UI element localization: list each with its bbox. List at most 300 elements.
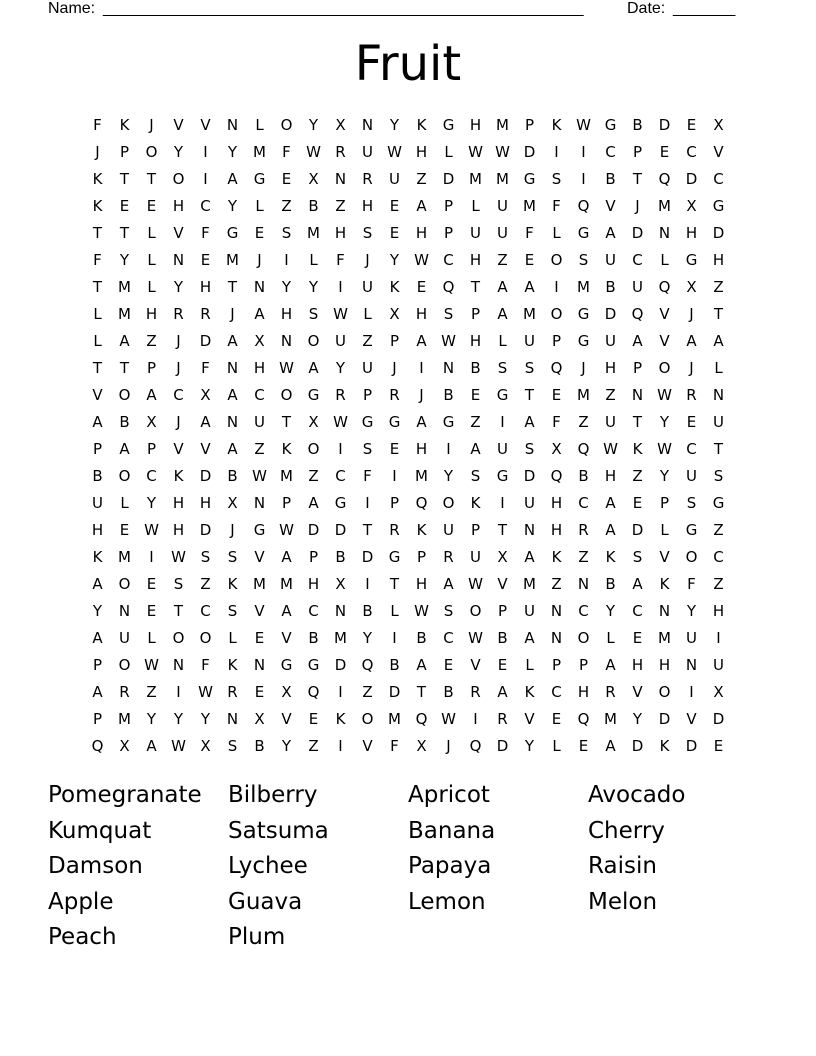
grid-letter: D [631,224,644,242]
grid-letter: C [713,170,724,188]
grid-letter: U [524,602,535,620]
grid-letter: V [281,710,292,728]
grid-row [84,355,732,382]
grid-letter: H [415,224,428,242]
grid-letter: M [118,278,131,296]
grid-letter: Z [416,170,427,188]
grid-letter: X [713,116,724,134]
grid-letter: G [577,332,590,350]
grid-letter: A [632,332,643,350]
grid-letter: X [308,170,319,188]
grid-letter: K [632,440,643,458]
grid-letter: Y [146,494,157,512]
grid-letter: Y [173,143,184,161]
grid-letter: A [254,305,265,323]
grid-letter: Q [658,170,671,188]
grid-letter: S [443,305,454,323]
grid-letter: Y [173,278,184,296]
grid-row [84,571,732,598]
grid-letter: J [419,386,424,404]
word-list-item: Cherry [588,817,665,844]
grid-letter: J [446,737,451,755]
grid-letter: D [307,521,320,539]
grid-letter: M [118,305,131,323]
grid-letter: Q [307,683,320,701]
grid-letter: Z [578,413,589,431]
grid-letter: H [172,197,185,215]
grid-letter: D [334,521,347,539]
grid-letter: Z [470,413,481,431]
grid-letter: D [712,710,725,728]
grid-letter: U [362,143,373,161]
grid-letter: H [550,494,563,512]
grid-letter: X [497,548,508,566]
grid-letter: A [227,332,238,350]
grid-letter: Y [524,737,535,755]
grid-letter: L [228,629,237,647]
grid-letter: G [523,170,536,188]
word-list-item: Lychee [228,853,308,879]
grid-letter: H [712,251,725,269]
grid-letter: Z [578,548,589,566]
grid-letter: D [658,710,671,728]
word-list-item: Apricot [408,782,490,808]
grid-letter: M [118,710,131,728]
grid-letter: V [659,305,670,323]
grid-row [84,274,732,301]
grid-row [84,112,732,139]
word-list-item: Avocado [588,782,686,808]
grid-letter: A [227,170,238,188]
grid-letter: H [685,224,698,242]
grid-letter: M [469,170,482,188]
grid-letter: P [659,494,670,512]
grid-letter: W [252,467,267,485]
grid-letter: S [497,359,508,377]
grid-letter: X [146,413,157,431]
grid-letter: T [92,224,103,242]
grid-letter: Y [227,143,238,161]
grid-letter: W [603,440,618,458]
grid-letter: C [686,143,697,161]
grid-letter: W [306,143,321,161]
grid-letter: A [416,197,427,215]
grid-letter: K [416,521,427,539]
letter-grid [84,112,732,760]
grid-letter: B [308,197,319,215]
grid-letter: B [119,413,130,431]
grid-letter: M [523,575,536,593]
grid-letter: N [550,602,563,620]
grid-letter: E [659,143,670,161]
word-list-item: Papaya [408,853,492,879]
grid-letter: B [362,602,373,620]
grid-row [84,166,732,193]
grid-letter: R [335,386,346,404]
grid-letter: H [415,305,428,323]
grid-letter: E [551,710,562,728]
grid-letter: W [144,521,159,539]
grid-letter: O [442,494,455,512]
grid-letter: I [689,683,694,701]
grid-letter: K [659,575,670,593]
grid-row [84,463,732,490]
grid-row [84,193,732,220]
grid-letter: I [554,278,559,296]
grid-letter: P [308,548,319,566]
grid-letter: B [497,629,508,647]
grid-letter: N [334,602,347,620]
grid-letter: N [280,332,293,350]
grid-letter: J [365,251,370,269]
page-title: Fruit [354,36,462,92]
grid-letter: X [551,440,562,458]
grid-letter: F [390,737,399,755]
grid-letter: E [443,656,454,674]
grid-letter: F [363,467,372,485]
grid-letter: J [95,143,100,161]
grid-letter: I [338,278,343,296]
grid-letter: P [119,143,130,161]
grid-letter: M [388,710,401,728]
grid-letter: N [361,116,374,134]
grid-letter: M [496,116,509,134]
grid-letter: O [118,467,131,485]
grid-letter: P [632,359,643,377]
grid-letter: H [307,575,320,593]
grid-letter: A [308,494,319,512]
grid-letter: Z [308,737,319,755]
grid-letter: L [147,251,156,269]
grid-letter: O [550,251,563,269]
grid-letter: Z [200,575,211,593]
grid-letter: D [658,116,671,134]
grid-letter: F [282,143,291,161]
grid-letter: W [468,575,483,593]
grid-letter: H [415,440,428,458]
grid-letter: A [227,386,238,404]
grid-letter: Q [469,737,482,755]
grid-letter: Y [119,251,130,269]
grid-letter: A [119,440,130,458]
grid-letter: H [604,359,617,377]
grid-letter: O [577,629,590,647]
grid-letter: C [146,467,157,485]
grid-letter: K [227,575,238,593]
grid-letter: G [712,494,725,512]
grid-letter: U [443,521,454,539]
grid-letter: B [335,548,346,566]
grid-letter: S [362,224,373,242]
grid-letter: P [281,494,292,512]
grid-letter: G [253,170,266,188]
grid-letter: R [227,683,238,701]
grid-letter: V [200,116,211,134]
grid-letter: T [389,575,400,593]
grid-letter: W [387,143,402,161]
grid-letter: N [172,656,185,674]
grid-row [84,652,732,679]
grid-letter: V [254,602,265,620]
grid-letter: C [578,602,589,620]
grid-letter: A [146,737,157,755]
grid-letter: L [255,116,264,134]
grid-letter: S [308,305,319,323]
grid-letter: E [524,251,535,269]
grid-letter: O [199,629,212,647]
grid-letter: P [470,521,481,539]
grid-letter: U [92,494,103,512]
grid-letter: P [632,143,643,161]
grid-letter: W [414,251,429,269]
grid-letter: X [308,413,319,431]
grid-letter: K [227,656,238,674]
grid-letter: V [524,710,535,728]
grid-letter: X [281,683,292,701]
grid-letter: X [200,737,211,755]
grid-letter: H [415,575,428,593]
grid-letter: I [473,710,478,728]
grid-letter: M [523,305,536,323]
grid-letter: R [389,521,400,539]
grid-letter: C [443,251,454,269]
grid-letter: W [441,332,456,350]
grid-letter: Y [200,710,211,728]
grid-letter: X [254,710,265,728]
grid-letter: B [443,386,454,404]
grid-letter: L [498,332,507,350]
grid-letter: I [203,143,208,161]
grid-letter: A [524,413,535,431]
grid-letter: E [308,710,319,728]
grid-letter: W [657,440,672,458]
grid-letter: W [198,683,213,701]
word-list-item: Plum [228,924,286,950]
grid-letter: E [146,197,157,215]
grid-letter: C [200,197,211,215]
grid-letter: V [254,548,265,566]
grid-letter: B [605,575,616,593]
grid-letter: P [551,332,562,350]
grid-letter: A [92,413,103,431]
grid-letter: U [686,467,697,485]
grid-letter: N [334,170,347,188]
grid-letter: H [469,116,482,134]
grid-letter: K [92,197,103,215]
grid-letter: N [658,224,671,242]
grid-letter: E [200,251,211,269]
grid-letter: I [338,737,343,755]
grid-letter: T [416,683,427,701]
grid-letter: G [280,656,293,674]
grid-row [84,220,732,247]
grid-letter: H [361,197,374,215]
grid-letter: X [119,737,130,755]
grid-letter: S [470,467,481,485]
grid-letter: E [470,386,481,404]
grid-letter: J [176,332,181,350]
grid-letter: T [146,170,157,188]
grid-letter: K [119,116,130,134]
grid-letter: V [470,656,481,674]
grid-row [84,409,732,436]
grid-letter: F [201,359,210,377]
grid-letter: P [92,710,103,728]
grid-letter: U [362,359,373,377]
grid-letter: M [523,197,536,215]
grid-letter: C [200,602,211,620]
grid-letter: N [442,359,455,377]
grid-letter: A [416,656,427,674]
grid-letter: N [226,413,239,431]
grid-letter: L [471,197,480,215]
grid-letter: V [173,440,184,458]
grid-letter: Y [362,629,373,647]
grid-letter: H [253,359,266,377]
grid-letter: O [280,116,293,134]
date-label: Date: [627,0,666,17]
grid-letter: M [496,170,509,188]
grid-letter: I [365,575,370,593]
word-list-item: Lemon [408,888,486,915]
word-list-item: Peach [48,924,117,950]
grid-letter: R [605,683,616,701]
grid-letter: G [577,305,590,323]
grid-letter: I [554,143,559,161]
grid-letter: V [281,629,292,647]
grid-letter: E [686,116,697,134]
grid-letter: Z [362,332,373,350]
grid-letter: G [604,116,617,134]
grid-letter: U [119,629,130,647]
grid-letter: X [227,494,238,512]
grid-letter: L [660,521,669,539]
name-label: Name: [48,0,96,17]
grid-letter: A [470,440,481,458]
grid-letter: D [199,467,212,485]
grid-letter: L [660,251,669,269]
grid-row [84,706,732,733]
grid-letter: Z [497,251,508,269]
grid-letter: D [685,170,698,188]
grid-letter: D [388,683,401,701]
grid-letter: H [145,305,158,323]
grid-letter: A [524,548,535,566]
grid-letter: S [632,548,643,566]
grid-letter: N [712,386,725,404]
grid-letter: V [659,548,670,566]
grid-letter: I [392,467,397,485]
grid-letter: R [470,683,481,701]
grid-letter: R [578,521,589,539]
grid-letter: R [686,386,697,404]
grid-row [84,301,732,328]
grid-letter: I [581,143,586,161]
grid-letter: O [658,359,671,377]
grid-letter: E [713,737,724,755]
grid-letter: H [577,683,590,701]
grid-letter: B [227,467,238,485]
grid-letter: A [281,548,292,566]
grid-letter: F [525,224,534,242]
grid-letter: V [200,440,211,458]
grid-letter: Y [281,737,292,755]
grid-letter: K [524,683,535,701]
word-list-item: Guava [228,888,303,915]
grid-letter: G [496,386,509,404]
grid-letter: B [308,629,319,647]
grid-letter: Z [713,521,724,539]
grid-letter: H [199,494,212,512]
grid-letter: E [254,224,265,242]
grid-letter: E [686,413,697,431]
grid-letter: N [172,251,185,269]
grid-letter: V [659,332,670,350]
grid-letter: S [713,467,724,485]
grid-letter: U [713,656,724,674]
grid-letter: N [226,359,239,377]
grid-letter: U [497,197,508,215]
grid-letter: M [658,629,671,647]
grid-letter: W [171,737,186,755]
grid-letter: A [92,683,103,701]
grid-letter: A [92,575,103,593]
grid-letter: Q [577,440,590,458]
grid-letter: E [146,602,157,620]
grid-letter: K [281,440,292,458]
grid-letter: J [392,359,397,377]
grid-letter: E [497,656,508,674]
grid-letter: D [712,224,725,242]
grid-letter: J [689,359,694,377]
grid-letter: Y [173,710,184,728]
grid-letter: A [605,224,616,242]
grid-letter: P [389,332,400,350]
grid-letter: Y [389,116,400,134]
word-list-item: Apple [48,888,114,915]
grid-letter: T [362,521,373,539]
grid-letter: V [173,116,184,134]
grid-row [84,436,732,463]
grid-letter: U [470,224,481,242]
grid-letter: B [470,359,481,377]
grid-letter: P [146,359,157,377]
word-list [48,778,768,956]
grid-letter: L [93,332,102,350]
grid-letter: A [605,494,616,512]
grid-letter: Q [361,656,374,674]
grid-letter: T [119,224,130,242]
grid-letter: B [416,629,427,647]
grid-letter: P [578,656,589,674]
grid-letter: K [389,278,400,296]
grid-letter: R [443,548,454,566]
grid-letter: C [578,494,589,512]
grid-letter: Z [146,332,157,350]
grid-letter: X [686,278,697,296]
grid-letter: T [632,413,643,431]
grid-letter: B [632,116,643,134]
grid-letter: O [118,386,131,404]
grid-letter: T [227,278,238,296]
grid-letter: A [443,575,454,593]
grid-letter: Y [389,251,400,269]
grid-letter: F [552,413,561,431]
grid-letter: W [657,386,672,404]
grid-letter: X [335,575,346,593]
grid-letter: S [227,602,238,620]
grid-letter: K [335,710,346,728]
